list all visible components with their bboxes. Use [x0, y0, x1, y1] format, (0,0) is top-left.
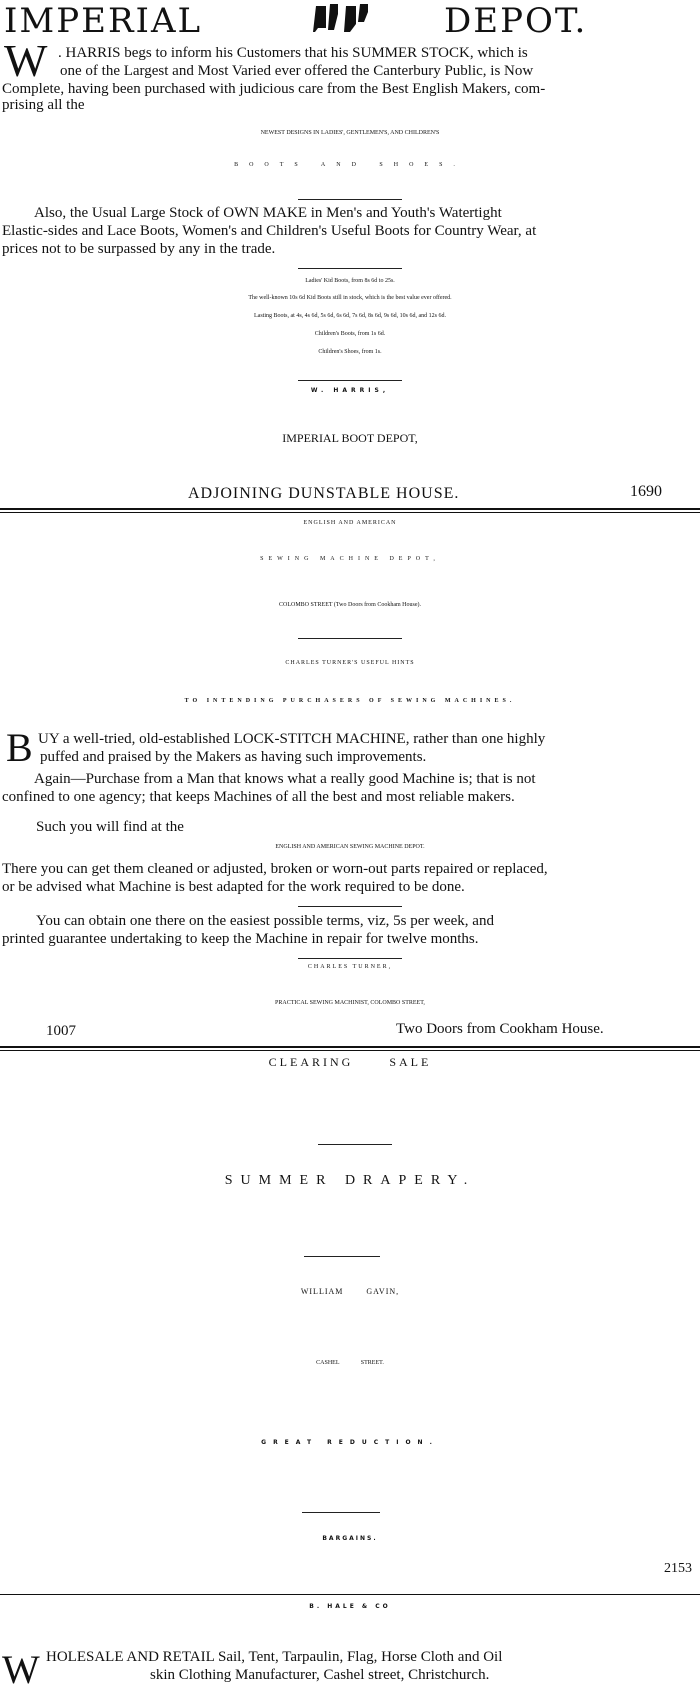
turner-obtain-line-1: You can obtain one there on the easiest possible terms, viz, 5s per week, and: [36, 913, 494, 929]
harris-intro-line-1: . HARRIS begs to inform his Customers that his SUMMER STOCK, which is: [58, 45, 528, 61]
gavin-ad-number: 2153: [664, 1561, 692, 1576]
gavin-great-reduction: GREAT REDUCTION.: [261, 1439, 439, 1446]
turner-buy-line-1: UY a well-tried, old-established LOCK-STITCH MACHINE, rather than one highly: [38, 731, 546, 747]
divider: [298, 958, 402, 959]
divider: [318, 1144, 392, 1145]
divider: [298, 638, 402, 639]
section-divider: [0, 1050, 700, 1051]
hale-name: B. HALE & CO: [309, 1603, 391, 1610]
harris-also-line-1: Also, the Usual Large Stock of OWN MAKE in Men's and Youth's Watertight: [34, 205, 502, 221]
turner-hints: CHARLES TURNER'S USEFUL HINTS: [285, 660, 415, 666]
turner-location: COLOMBO STREET (Two Doors from Cookham House).: [279, 602, 421, 608]
harris-price-1: Ladies' Kid Boots, from 8s 6d to 25s.: [305, 278, 395, 284]
turner-to-purchasers: TO INTENDING PURCHASERS OF SEWING MACHINES.: [184, 698, 516, 704]
harris-ad-number: 1690: [630, 483, 662, 500]
gavin-bargains: BARGAINS.: [322, 1535, 378, 1542]
turner-two-doors: Two Doors from Cookham House.: [396, 1021, 604, 1037]
turner-again-line-2: confined to one agency; that keeps Machines of all the best and most reliable makers.: [2, 789, 515, 805]
harris-intro-line-3: Complete, having been purchased with judicious care from the Best English Makers, com-: [2, 81, 546, 97]
turner-obtain-line-2: printed guarantee undertaking to keep the Machine in repair for twelve months.: [2, 931, 479, 947]
turner-there-line-1: There you can get them cleaned or adjusted, broken or worn-out parts repaired or replaced,: [2, 861, 548, 877]
harris-dropcap: W: [4, 35, 48, 86]
turner-such: Such you will find at the: [36, 819, 184, 835]
gavin-summer-drapery: SUMMER DRAPERY.: [224, 1173, 476, 1188]
harris-address: ADJOINING DUNSTABLE HOUSE.: [188, 485, 460, 502]
harris-top-right: DEPOT.: [444, 1, 588, 41]
hale-line-1: HOLESALE AND RETAIL Sail, Tent, Tarpaulin, Flag, Horse Cloth and Oil: [46, 1649, 503, 1665]
turner-again-line-1: Again—Purchase from a Man that knows what a really good Machine is; that is not: [34, 771, 536, 787]
harris-boots-and-shoes: BOOTS AND SHOES.: [234, 162, 466, 168]
gavin-street: CASHEL STREET.: [316, 1360, 384, 1366]
hale-dropcap: W: [2, 1647, 40, 1692]
gavin-name: WILLIAM GAVIN,: [300, 1287, 400, 1296]
section-divider: [0, 512, 700, 513]
harris-top-left: IMPERIAL: [4, 1, 203, 41]
harris-price-4: Children's Boots, from 1s 6d.: [314, 331, 386, 337]
turner-ad-number: 1007: [46, 1023, 76, 1039]
gavin-clearing-sale: CLEARING SALE: [268, 1055, 432, 1069]
boot-logo-icon: [312, 2, 372, 36]
harris-title: IMPERIAL BOOT DEPOT,: [282, 431, 418, 445]
turner-practical: PRACTICAL SEWING MACHINIST, COLOMBO STREET,: [275, 1000, 425, 1006]
section-divider: [0, 508, 700, 510]
divider: [304, 1256, 380, 1257]
harris-price-2: The well-known 10s 6d Kid Boots still in stock, which is the best value ever offered.: [248, 295, 452, 301]
divider: [298, 268, 402, 269]
turner-name: CHARLES TURNER,: [307, 964, 393, 970]
hale-line-2: skin Clothing Manufacturer, Cashel street, Christchurch.: [150, 1667, 490, 1683]
harris-intro-line-4: prising all the: [2, 97, 85, 113]
harris-intro-line-2: one of the Largest and Most Varied ever offered the Canterbury Public, is Now: [60, 63, 534, 79]
turner-head-2: SEWING MACHINE DEPOT,: [260, 556, 440, 562]
harris-price-3: Lasting Boots, at 4s, 4s 6d, 5s 6d, 6s 6d, 7s 6d, 8s 6d, 9s 6d, 10s 6d, and 12s 6d.: [253, 313, 446, 319]
section-divider: [0, 1594, 700, 1595]
harris-price-5: Children's Shoes, from 1s.: [318, 349, 382, 355]
harris-also-line-3: prices not to be surpassed by any in the trade.: [2, 241, 276, 257]
turner-buy-line-2: puffed and praised by the Makers as having such improvements.: [40, 749, 427, 765]
harris-name: W. HARRIS,: [310, 387, 390, 394]
divider: [298, 906, 402, 907]
divider: [298, 380, 402, 381]
harris-newest-designs: NEWEST DESIGNS IN LADIES', GENTLEMEN'S, AND CHILDREN'S: [260, 130, 440, 136]
turner-there-line-2: or be advised what Machine is best adapted for the work required to be done.: [2, 879, 465, 895]
divider: [302, 1512, 380, 1513]
divider: [298, 199, 402, 200]
turner-dropcap: B: [6, 725, 33, 770]
turner-depot-line: ENGLISH AND AMERICAN SEWING MACHINE DEPOT.: [275, 844, 425, 850]
harris-also-line-2: Elastic-sides and Lace Boots, Women's and Children's Useful Boots for Country Wear, at: [2, 223, 537, 239]
section-divider: [0, 1046, 700, 1048]
turner-head-1: ENGLISH AND AMERICAN: [303, 520, 397, 526]
